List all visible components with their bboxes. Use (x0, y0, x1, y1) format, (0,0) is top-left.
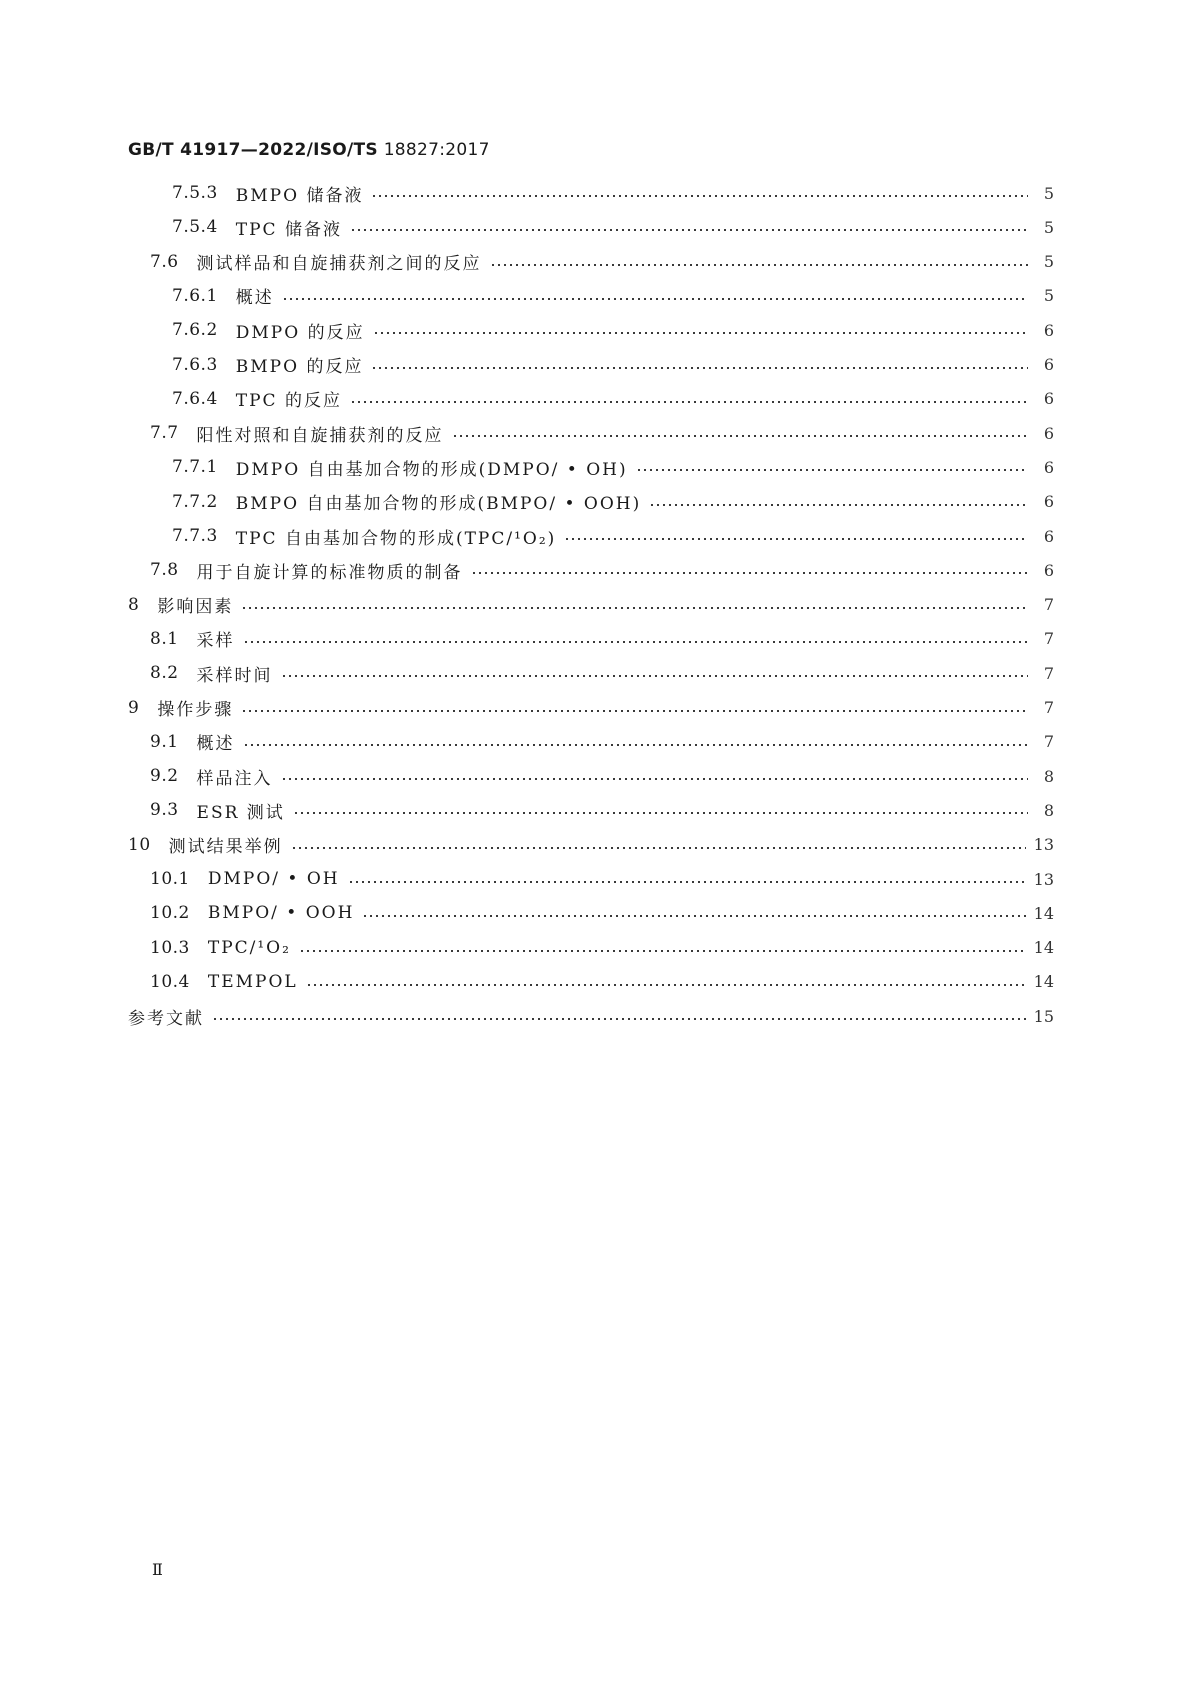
toc-entry-number: 7.6.2 (172, 320, 218, 341)
toc-entry-page: 6 (1043, 355, 1054, 374)
toc-entry-title: 影响因素 (157, 597, 234, 618)
toc-entry-number: 7.6.1 (172, 285, 218, 306)
toc-leader-dots (348, 881, 1026, 883)
toc-entry[interactable] (128, 830, 1054, 860)
toc-entry-number: 7.6.3 (172, 354, 218, 375)
toc-leader-dots (291, 847, 1026, 849)
toc-entry-number: 7.6 (150, 251, 179, 272)
toc-leader-dots (293, 812, 1028, 814)
toc-entry-page: 5 (1043, 183, 1054, 203)
toc-leader-dots (371, 195, 1028, 197)
toc-leader-dots (281, 778, 1028, 780)
toc-leader-dots (299, 950, 1026, 952)
toc-entry-number: 10.1 (150, 869, 190, 889)
toc-leader-dots (282, 298, 1028, 300)
toc-entry-page: 6 (1043, 560, 1054, 580)
toc-entry-page: 7 (1043, 698, 1054, 717)
toc-entry-page: 7 (1043, 629, 1054, 649)
toc-leader-dots (452, 435, 1028, 437)
toc-entry-number: 7.7 (150, 423, 179, 444)
toc-entry[interactable] (172, 281, 1054, 311)
toc-entry[interactable] (150, 933, 1054, 963)
toc-entry[interactable] (150, 555, 1054, 585)
toc-entry-title: 阳性对照和自旋捕获剂的反应 (196, 425, 444, 446)
toc-entry-number: 9.1 (150, 731, 179, 752)
toc-entry-number: 10.4 (150, 971, 190, 992)
toc-entry-number: 10.3 (150, 937, 190, 958)
iso-reference: 18827:2017 (377, 140, 490, 160)
toc-entry-title: DMPO 自由基加合物的形成(DMPO/ • OH) (235, 459, 628, 480)
toc-entry[interactable] (172, 487, 1054, 517)
toc-entry-number: 7.5.4 (172, 217, 218, 238)
toc-entry-number: 7.7.2 (172, 491, 218, 512)
toc-entry[interactable] (172, 178, 1054, 208)
toc-entry-page: 6 (1043, 492, 1054, 512)
toc-leader-dots (241, 607, 1028, 609)
toc-entry-title: ESR 测试 (196, 802, 285, 823)
toc-entry-page: 14 (1033, 972, 1054, 992)
toc-entry-page: 5 (1043, 217, 1054, 237)
toc-entry-number: 8.2 (150, 663, 179, 684)
toc-leader-dots (362, 915, 1025, 917)
toc-entry-title: TPC 自由基加合物的形成(TPC/¹O₂) (235, 528, 557, 549)
toc-entry-title: BMPO 的反应 (235, 357, 364, 377)
toc-entry-page: 8 (1043, 766, 1054, 786)
toc-entry-title: 操作步骤 (157, 700, 234, 720)
toc-entry-number: 8.1 (150, 628, 179, 649)
toc-leader-dots (636, 469, 1028, 471)
toc-entry[interactable] (150, 247, 1054, 277)
toc-entry-page: 13 (1033, 835, 1054, 855)
toc-entry-title: DMPO 的反应 (235, 322, 365, 343)
toc-entry-number: 10.2 (150, 903, 190, 924)
page-number-footer: Ⅱ (152, 1560, 163, 1579)
toc-leader-dots (212, 1018, 1026, 1020)
toc-entry-page: 6 (1043, 320, 1054, 340)
toc-entry-number: 8 (128, 594, 140, 615)
toc-leader-dots (564, 538, 1028, 540)
toc-entry[interactable] (172, 350, 1054, 380)
toc-entry-page: 5 (1043, 286, 1054, 306)
toc-entry[interactable] (150, 967, 1054, 997)
toc-entry[interactable] (128, 1001, 1054, 1031)
toc-entry-number: 7.7.1 (172, 457, 218, 478)
toc-entry[interactable] (128, 693, 1054, 723)
toc-entry-title: 用于自旋计算的标准物质的制备 (196, 562, 463, 583)
toc-entry[interactable] (128, 590, 1054, 620)
toc-leader-dots (350, 401, 1028, 403)
toc-leader-dots (306, 984, 1026, 986)
toc-entry-title: 概述 (235, 288, 274, 309)
toc-entry-number: 7.7.3 (172, 526, 218, 546)
toc-entry[interactable] (172, 521, 1054, 551)
toc-entry-page: 5 (1043, 252, 1054, 272)
toc-entry[interactable] (172, 384, 1054, 414)
toc-entry-page: 7 (1043, 663, 1054, 683)
toc-entry-title: 参考文献 (128, 1008, 204, 1029)
toc-entry[interactable] (172, 212, 1054, 242)
toc-entry[interactable] (172, 452, 1054, 482)
toc-entry-number: 9 (128, 697, 140, 718)
toc-entry-number: 9.3 (150, 800, 179, 821)
toc-entry-number: 7.5.3 (172, 183, 218, 203)
document-header (128, 140, 490, 160)
toc-entry-title: BMPO 自由基加合物的形成(BMPO/ • OOH) (235, 494, 642, 515)
toc-leader-dots (243, 641, 1028, 643)
toc-entry-page: 14 (1033, 938, 1054, 958)
toc-leader-dots (350, 229, 1028, 231)
toc-entry-page: 8 (1043, 800, 1054, 820)
toc-entry-title: TEMPOL (207, 971, 298, 992)
toc-entry-number: 9.2 (150, 766, 179, 787)
toc-entry-title: 采样时间 (196, 665, 273, 686)
toc-leader-dots (373, 332, 1028, 334)
toc-entry-title: TPC/¹O₂ (207, 937, 291, 958)
toc-entry-number: 7.6.4 (172, 388, 218, 409)
toc-entry-title: 采样 (196, 631, 235, 652)
toc-entry-title: DMPO/ • OH (207, 869, 340, 889)
toc-leader-dots (243, 744, 1028, 746)
toc-leader-dots (649, 504, 1028, 506)
toc-entry[interactable] (150, 658, 1054, 688)
toc-entry-page: 13 (1033, 869, 1054, 889)
toc-entry-page: 6 (1043, 423, 1054, 443)
toc-entry[interactable] (150, 864, 1054, 894)
standard-code: GB/T 41917—2022/ISO/TS (128, 140, 378, 160)
toc-entry-page: 6 (1043, 389, 1054, 409)
toc-leader-dots (241, 710, 1028, 712)
toc-entry[interactable] (150, 624, 1054, 654)
toc-entry[interactable] (150, 898, 1054, 928)
toc-leader-dots (471, 572, 1028, 574)
toc-entry-page: 6 (1043, 526, 1054, 546)
toc-entry-title: TPC 储备液 (235, 219, 342, 240)
toc-entry-title: BMPO 储备液 (235, 185, 364, 206)
toc-entry-title: 测试结果举例 (168, 837, 283, 858)
toc-leader-dots (281, 675, 1028, 677)
toc-leader-dots (490, 264, 1028, 266)
toc-entry-page: 7 (1043, 595, 1054, 615)
toc-entry-page: 15 (1033, 1006, 1054, 1026)
toc-entry-number: 10 (128, 834, 151, 855)
toc-entry-page: 6 (1043, 457, 1054, 477)
toc-entry[interactable] (150, 795, 1054, 825)
toc-entry[interactable] (150, 761, 1054, 791)
toc-entry-title: 测试样品和自旋捕获剂之间的反应 (196, 254, 482, 275)
toc-entry-title: 样品注入 (196, 768, 273, 789)
toc-entry[interactable] (172, 315, 1054, 345)
toc-entry[interactable] (150, 727, 1054, 757)
toc-entry-page: 14 (1033, 903, 1054, 923)
toc-entry-title: 概述 (196, 734, 235, 755)
toc-entry-title: BMPO/ • OOH (207, 903, 355, 924)
toc-entry-title: TPC 的反应 (235, 391, 342, 412)
toc-leader-dots (371, 367, 1028, 369)
toc-entry[interactable] (150, 418, 1054, 448)
toc-entry-number: 7.8 (150, 560, 179, 581)
toc-entry-page: 7 (1043, 732, 1054, 752)
